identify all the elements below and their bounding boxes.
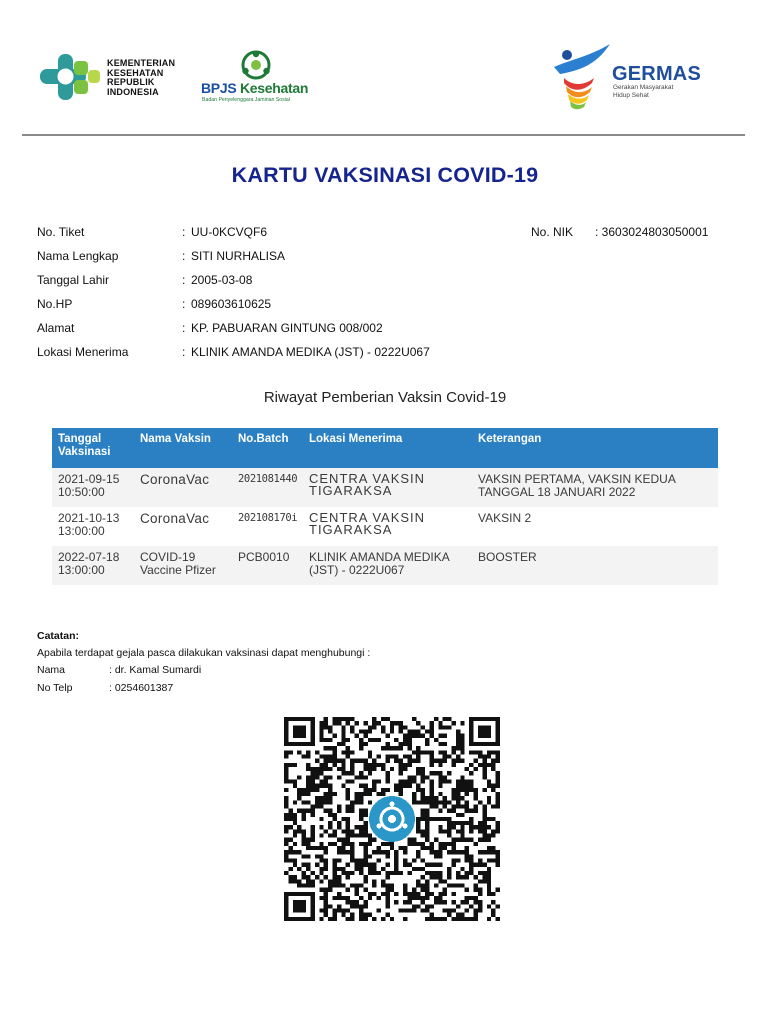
column-header-batch: No.Batch bbox=[232, 428, 303, 468]
ticket-colon: : bbox=[182, 225, 186, 239]
table-row bbox=[52, 546, 718, 585]
cell-note: BOOSTER bbox=[472, 546, 718, 585]
cell-location: CENTRA VAKSIN TIGARAKSA bbox=[303, 507, 472, 546]
name-value: SITI NURHALISA bbox=[191, 249, 286, 263]
birth-date-value: 2005-03-08 bbox=[191, 273, 253, 287]
cell-note: VAKSIN 2 bbox=[472, 507, 718, 546]
ticket-value: UU-0KCVQF6 bbox=[191, 225, 268, 239]
bpjs-wordmark bbox=[201, 80, 308, 96]
contact-name-value: : dr. Kamal Sumardi bbox=[109, 664, 202, 676]
header-divider bbox=[22, 134, 745, 136]
germas-tagline-line: Gerakan Masyarakat bbox=[613, 84, 674, 91]
cell-note: VAKSIN PERTAMA, VAKSIN KEDUA TANGGAL 18 JANUARI 2022 bbox=[472, 468, 718, 507]
vaccination-history-table bbox=[52, 428, 718, 585]
birth-date-label: Tanggal Lahir bbox=[37, 273, 110, 287]
location-label: Lokasi Menerima bbox=[37, 345, 129, 359]
name-colon: : bbox=[182, 249, 186, 263]
cell-date: 2022-07-18 13:00:00 bbox=[52, 546, 134, 585]
contact-name-label: Nama bbox=[37, 664, 66, 676]
location-colon: : bbox=[182, 345, 186, 359]
table-header-row bbox=[52, 428, 718, 468]
contact-phone-value: : 0254601387 bbox=[109, 682, 174, 694]
table-row bbox=[52, 468, 718, 507]
notes-text: Apabila terdapat gejala pasca dilakukan vaksinasi dapat menghubungi : bbox=[37, 647, 371, 659]
birth-date-colon: : bbox=[182, 273, 186, 287]
address-colon: : bbox=[182, 321, 186, 335]
ticket-label: No. Tiket bbox=[37, 225, 85, 239]
address-value: KP. PABUARAN GINTUNG 008/002 bbox=[191, 321, 383, 335]
germas-logo bbox=[550, 42, 615, 112]
bpjs-wordmark-prefix: BPJS bbox=[201, 80, 237, 96]
column-header-note: Keterangan bbox=[472, 428, 718, 468]
kemenkes-line: INDONESIA bbox=[107, 86, 159, 97]
cell-batch: 2021081440 bbox=[232, 468, 303, 507]
cell-date: 2021-09-15 10:50:00 bbox=[52, 468, 134, 507]
column-header-date: Tanggal Vaksinasi bbox=[52, 428, 134, 468]
column-header-location: Lokasi Menerima bbox=[303, 428, 472, 468]
notes-heading: Catatan: bbox=[37, 630, 80, 642]
cell-vaccine: CoronaVac bbox=[134, 468, 232, 507]
cell-location: CENTRA VAKSIN TIGARAKSA bbox=[303, 468, 472, 507]
germas-tagline bbox=[613, 84, 673, 99]
column-header-vaccine: Nama Vaksin bbox=[134, 428, 232, 468]
phone-label: No.HP bbox=[37, 297, 73, 311]
kemenkes-line: KEMENTERIAN bbox=[107, 58, 176, 68]
bpjs-wordmark-suffix: Kesehatan bbox=[236, 80, 309, 96]
bpjs-tagline: Badan Penyelenggara Jaminan Sosial bbox=[202, 97, 290, 103]
address-label: Alamat bbox=[37, 321, 75, 335]
cell-batch: 202108170i bbox=[232, 507, 303, 546]
cell-vaccine: CoronaVac bbox=[134, 507, 232, 546]
phone-value: 089603610625 bbox=[191, 297, 272, 311]
contact-phone-label: No Telp bbox=[37, 682, 73, 694]
kemenkes-line: REPUBLIK bbox=[107, 77, 155, 88]
history-title: Riwayat Pemberian Vaksin Covid-19 bbox=[263, 389, 507, 406]
qr-code bbox=[284, 717, 500, 921]
card-title: KARTU VAKSINASI COVID-19 bbox=[231, 163, 539, 187]
phone-colon: : bbox=[182, 297, 186, 311]
kemenkes-wordmark bbox=[107, 59, 175, 97]
bpjs-logo bbox=[238, 50, 274, 82]
kemenkes-line: KESEHATAN bbox=[107, 67, 164, 78]
qr-center-icon bbox=[369, 796, 415, 842]
nik-value: : 3603024803050001 bbox=[595, 225, 709, 239]
kemenkes-logo bbox=[38, 52, 102, 102]
nik-label: No. NIK bbox=[531, 225, 574, 239]
location-value: KLINIK AMANDA MEDIKA (JST) - 0222U067 bbox=[191, 345, 430, 359]
cell-date: 2021-10-13 13:00:00 bbox=[52, 507, 134, 546]
table-row bbox=[52, 507, 718, 546]
germas-wordmark: GERMAS bbox=[612, 63, 701, 85]
cell-batch: PCB0010 bbox=[232, 546, 303, 585]
name-label: Nama Lengkap bbox=[37, 249, 119, 263]
cell-location: KLINIK AMANDA MEDIKA (JST) - 0222U067 bbox=[303, 546, 472, 585]
cell-vaccine: COVID-19 Vaccine Pfizer bbox=[134, 546, 232, 585]
germas-tagline-line: Hidup Sehat bbox=[613, 91, 649, 99]
